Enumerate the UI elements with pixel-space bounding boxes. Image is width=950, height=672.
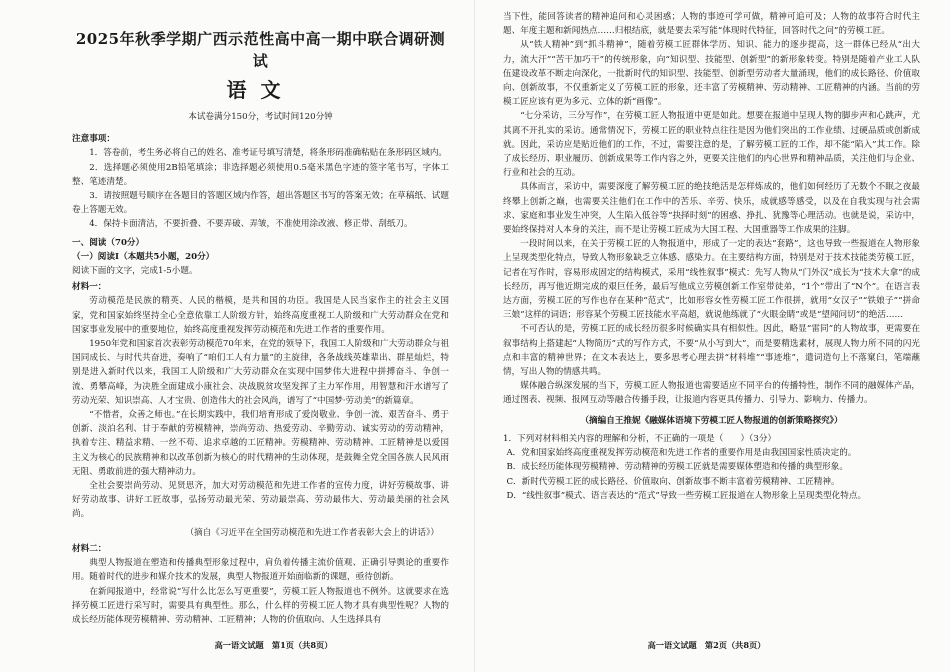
material-label: 材料一： (72, 282, 107, 293)
material-source: （摘自《习近平在全国劳动模范和先进工作者表彰大会上的讲话》） (185, 527, 439, 538)
material-paragraph: 一段时间以来，在关于劳模工匠的人物报道中，形成了一定的表达“套路”，这也导致一些报道在人物形象上呈现类型化特点，导致人物形象缺乏立体感、感染力。在主要结构方面，特别是对于技术技能类劳模工匠，记者在写作时，容易形成固定的结构模式，采用“线性叙事”模式：先写人物从“门外汉”成长为“技术大拿”的成长经历，再写他近期完成的艰巨任务，最后写他成立劳模创新工作室带徒弟，“1个”带出了“N个”。在语言表达方面，劳模工匠的写作也存在某种“范式”，比如形容女性劳模工匠工作很拼，就用“女汉子”“铁娘子”“拼命三娘”这样的词语；形容某个劳模工匠技能水平高超，就说他练就了“火眼金睛”或是“望闻问切”的绝活…… (503, 239, 920, 321)
material-paragraph: 典型人物报道在塑造和传播典型形象过程中，肩负着传播主流价值观、正确引导舆论的重要作用。随着时代的进步和媒介技术的发展，典型人物报道开始面临新的课题，亟待创新。 (72, 558, 449, 583)
material-source: （摘编自王推妮《融媒体语境下劳模工匠人物报道的创新策略探究》） (580, 415, 843, 426)
page-footer: 高一语文试题 第2页（共8页） (647, 639, 766, 650)
option-d: D．“线性叙事”模式、语言表达的“范式”导致一些劳模工匠报道在人物形象上呈现类型化特点。 (506, 490, 867, 501)
material-paragraph: 劳动模范是民族的精英、人民的楷模，是共和国的功臣。我国是人民当家作主的社会主义国家，党和国家始终坚持全心全意依靠工人阶级方针，始终高度重视工人阶级和广大劳动群众在党和国家事业发展中的重要地位，始终高度重视发挥劳动模范和先进工作者的重要作用。 (72, 296, 449, 335)
material-paragraph: “七分采访，三分写作”，在劳模工匠人物报道中更是如此。想要在报道中呈现人物的脚步声和心跳声，尤其离不开扎实的采访。通常情况下，劳模工匠的职业特点往往是因为他们突出的工作业绩、过硬品质或创新成就。因此，采访应是贴近他们的工作，不过，需要注意的是，了解劳模工匠的工作，却不能“陷入”其工作。除了成长经历、职业履历、创新成果等工作内容之外，更要关注他们的内心世界和精神品质，关注他们与企业、行业和社会的互动。 (503, 111, 920, 179)
note-item: 4．保持卡面清洁，不要折叠、不要弄破、弄皱，不准使用涂改液、修正带、刮纸刀。 (89, 219, 413, 230)
question-1: 1．下列对材料相关内容的理解和分析，不正确的一项是（ ）（3分） (503, 433, 777, 444)
note-item: 3．请按照题号顺序在各题目的答题区域内作答，超出答题区书写的答案无效；在草稿纸、试题卷上答题无效。 (72, 191, 449, 216)
page-2 (475, 0, 950, 672)
material-paragraph: 当下性，能回答读者的精神追问和心灵困惑；人物的事迹可学可做，精神可追可及；人物的故事符合时代主题、年度主题和新闻热点……归根结底，就是要去采写能“体现时代特征，回答时代之问”的劳模工匠。 (503, 12, 920, 37)
reading-instruction: 阅读下面的文字，完成1-5小题。 (72, 266, 198, 277)
material-label: 材料二： (72, 543, 107, 554)
option-b: B．成长经历能体现劳模精神、劳动精神的劳模工匠就是需要媒体塑造和传播的典型形象。 (506, 462, 848, 473)
option-c: C．新时代劳模工匠的成长路径、价值取向、创新故事不断丰富着劳模精神、工匠精神。 (506, 476, 840, 487)
material-paragraph: “不惜者，众善之师也。”在长期实践中，我们培育形成了爱岗敬业、争创一流、艰苦奋斗、勇于创新、淡泊名利、甘于奉献的劳模精神，崇尚劳动、热爱劳动、辛勤劳动、诚实劳动的劳动精神，执着专注、精益求精、一丝不苟、追求卓越的工匠精神。劳模精神、劳动精神、工匠精神是以爱国主义为核心的民族精神和以改革创新为核心的时代精神的生动体现，是鼓舞全党全国各族人民风雨无阻、勇敢前进的强大精神动力。 (72, 410, 449, 477)
subject-title: 语文 (226, 78, 295, 102)
note-item: 1．答卷前，考生务必将自己的姓名、准考证号填写清楚，将条形码准确粘贴在条形码区域内。 (89, 148, 448, 159)
note-item: 2．选择题必须使用2B铅笔填涂；非选择题必须使用0.5毫米黑色字迹的签字笔书写，字体工整、笔迹清楚。 (72, 162, 449, 187)
option-a: A．党和国家始终高度重视发挥劳动模范和先进工作者的重要作用是由我国国家性质决定的。 (506, 448, 857, 459)
notes-heading: 注意事项： (72, 134, 115, 145)
exam-title: 2025年秋季学期广西示范性高中高一期中联合调研测试 (75, 30, 446, 70)
material-paragraph: 全社会要崇尚劳动、见贤思齐，加大对劳动模范和先进工作者的宣传力度，讲好劳模故事、讲好劳动故事、讲好工匠故事，弘扬劳动最光荣、劳动最崇高、劳动最伟大、劳动最美丽的社会风尚。 (72, 481, 449, 520)
page-footer: 高一语文试题 第1页（共8页） (214, 639, 333, 650)
section-heading: 一、阅读（70分） (72, 237, 145, 248)
material-paragraph: 1950年党和国家首次表彰劳动模范70年来，在党的领导下，我国工人阶级和广大劳动群众与祖国同成长、与时代共奋进，奏响了“咱们工人有力量”的主旋律，各条战线英雄辈出、群星灿烂，特别是进入新时代以来，我国工人阶级和广大劳动群众在实现中国梦伟大进程中拼搏奋斗、争创一流、勇攀高峰，为决胜全面建成小康社会、决战脱贫攻坚发挥了主力军作用，用智慧和汗水谱写了劳动光荣、知识崇高、人才宝贵、创造伟大的社会风尚，谱写了“中国梦·劳动美”的新篇章。 (72, 339, 449, 406)
material-paragraph: 媒体融合纵深发展的当下，劳模工匠人物报道也需要适应不同平台的传播特性，制作不同的融媒体产品，通过图表、视频、报网互动等融合传播手段，让报道内容更具传播力、引导力、影响力、传播力。 (503, 381, 920, 406)
material-paragraph: 从“铁人精神”到“抓斗精神”，随着劳模工匠群体学历、知识、能力的逐步提高，这一群体已经从“出大力，流大汗”“苦干加巧干”的传统形象，向“知识型、技能型、创新型”的新形象转变。特别是随着产业工人队伍建设改革不断走向深化，一批新时代的知识型、技能型、创新型劳动者大量涌现，他们的成长路径、价值取向、创新故事，不仅重新定义了劳模工匠的形象，还丰富了劳模精神、劳动精神、工匠精神的内涵。当前的劳模工匠应该有更为多元、立体的新“画像”。 (503, 40, 920, 108)
exam-meta: 本试卷满分150分，考试时间120分钟 (188, 112, 333, 122)
material-paragraph: 不可否认的是，劳模工匠的成长经历很多时候确实具有相似性。因此，略显“雷同”的人物故事，更需要在叙事结构上搭建起“人物简历”式的写作方式，不要“从小写到大”，而是要精选素材，展现人物力所不同的闪光点和丰富的精神世界；在文本表达上，要多思考心理去拼“材料堆”“事迹堆”，遣词造句上不落窠臼，笔端蘸情，写出人物的情感共鸣。 (503, 324, 920, 378)
material-paragraph: 具体而言，采访中，需要深度了解劳模工匠的绝技绝活是怎样炼成的，他们如何经历了无数个不眠之夜最终攀上创新之巅，也需要关注他们在工作中的苦乐、辛劳、快乐，成就感等感受，以及在自我实现与社会需求、家庭和事业发生冲突，人生陷入低谷等“抉择时刻”的困惑、挣扎、犹豫等心理活动。也就是说，采访中，要始终保持对人本身的关注，而不是让劳模工匠成为大国工程、大国重器等工作成果的注脚。 (503, 182, 920, 236)
reading-heading: （一）阅读Ⅰ（本题共5小题，20分） (72, 251, 215, 262)
material-paragraph: 在新闻报道中，经常说“写什么比怎么写更重要”，劳模工匠人物报道也不例外。这就要求在选择劳模工匠进行采写时，需要具有典型性。那么，什么样的劳模工匠人物才具有典型性呢？人物的成长经历能体现劳模精神、劳动精神、工匠精神；人物的价值取向、人生选择具有 (72, 586, 449, 625)
